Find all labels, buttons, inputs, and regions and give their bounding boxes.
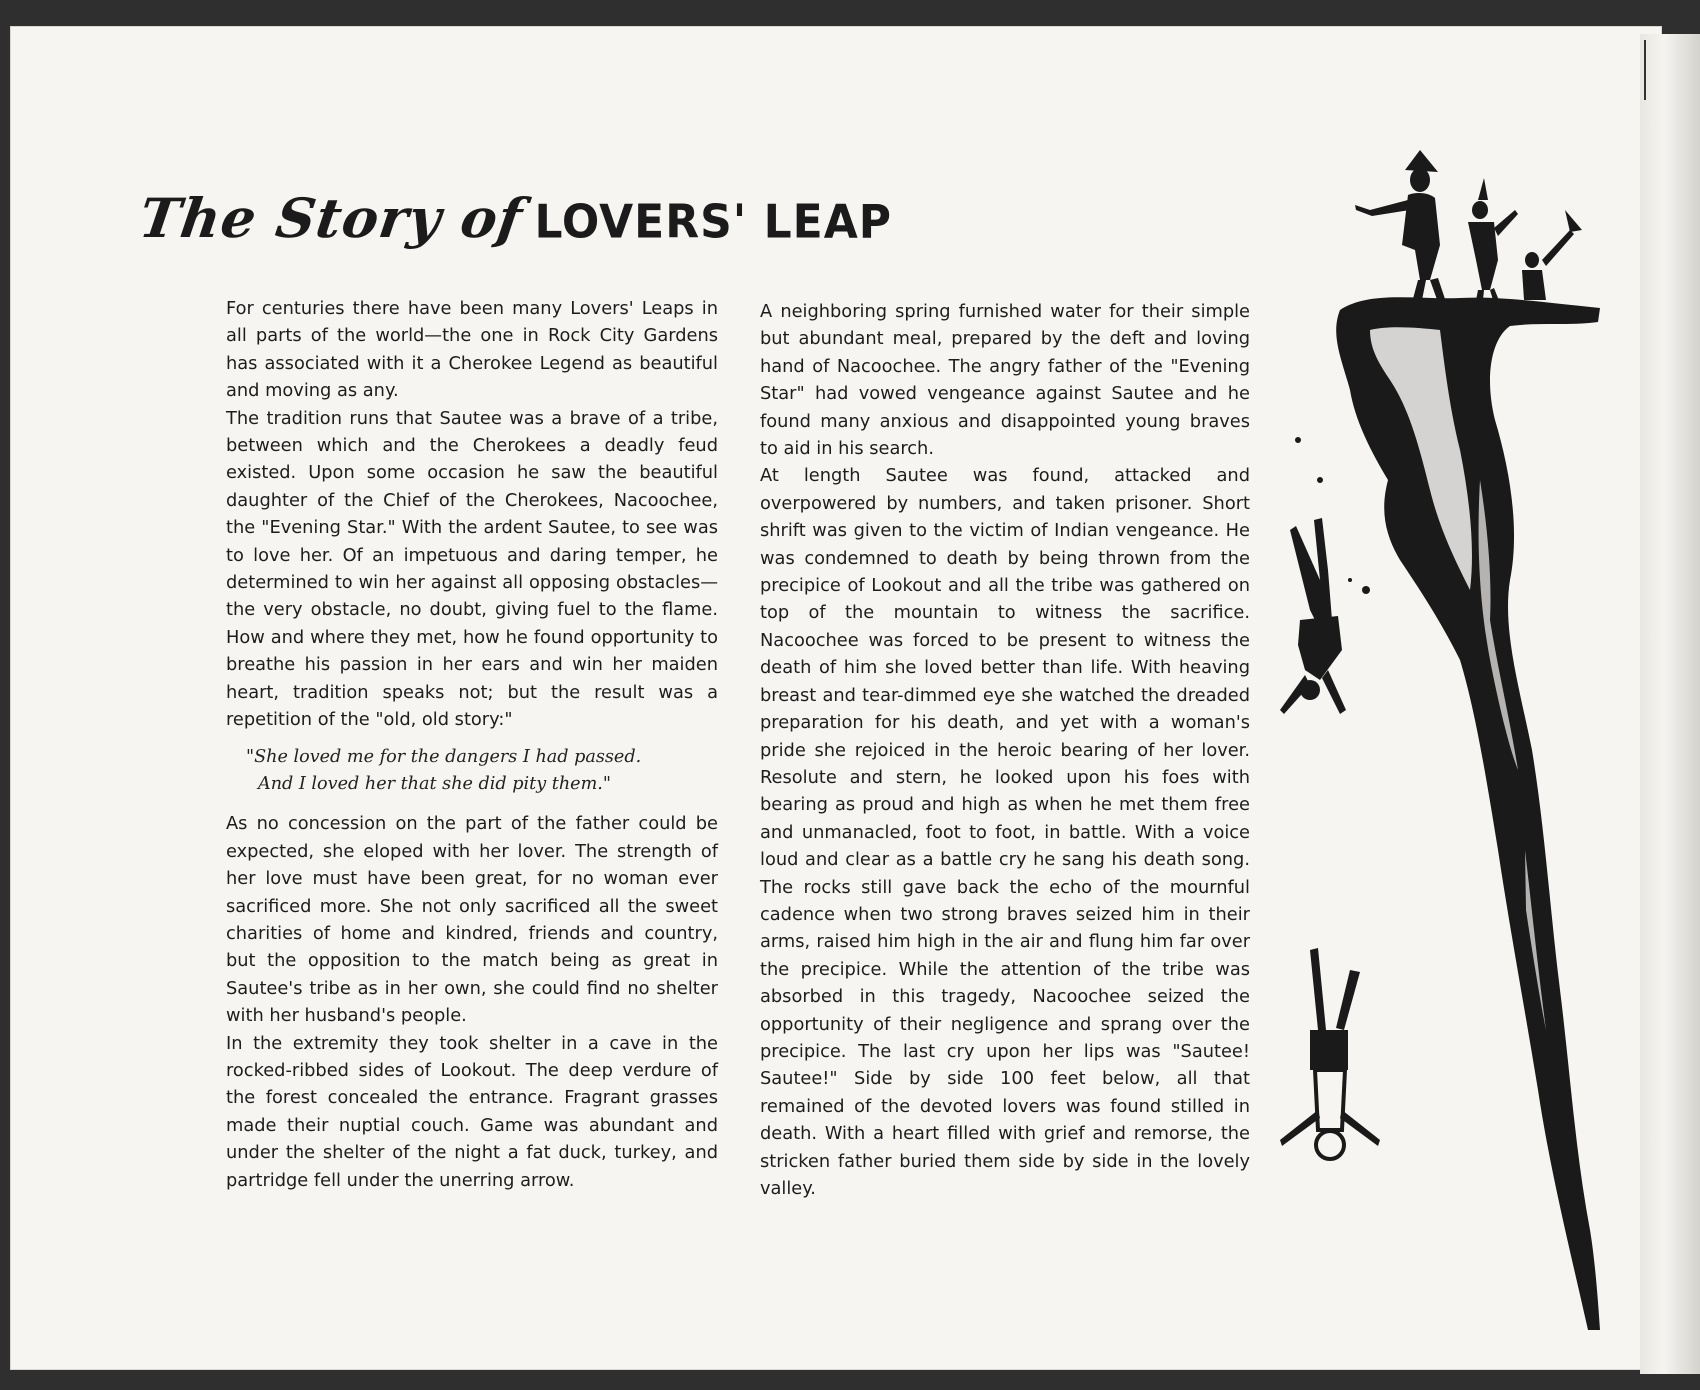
- pebble: [1362, 586, 1370, 594]
- quotation: [246, 744, 718, 799]
- paragraph: For centuries there have been many Lovers' Leaps in all parts of the world—the one in Rock City Gardens has associated with it a Cherokee Legend as beautiful and moving as any.: [226, 298, 718, 402]
- pebble: [1348, 578, 1352, 582]
- paragraph: In the extremity they took shelter in a cave in the rocked-ribbed sides of Lookout. The deep verdure of the forest concealed the entrance. Fragrant grasses made their nuptial couch. Game was abundant and under the shelter of the night a fat duck, turkey, and partridge fell under the unerring arrow.: [226, 1032, 718, 1191]
- warrior-figure: [1522, 210, 1582, 300]
- title-script: The Story of: [135, 186, 527, 250]
- pebble: [1317, 477, 1323, 483]
- cliff-illustration: [1270, 150, 1650, 1340]
- paragraph: The tradition runs that Sautee was a brave of a tribe, between which and the Cherokees a deadly feud existed. Upon some occasion he saw the beautiful daughter of the Chief of the Cherokees, Nacoochee, the "Evening Star." With the ardent Sautee, to see was to love her. Of an impetuous and daring temper, he determined to win her against all opposing obstacles—the very obstacle, no doubt, giving fuel to the flame. How and where they met, how he found opportunity to breathe his passion in her ears and win her maiden heart, tradition speaks not; but the result was a repetition of the "old, old story:": [226, 407, 718, 731]
- quote-line: And I loved her that she did pity them.": [258, 773, 611, 794]
- paragraph: As no concession on the part of the father could be expected, she eloped with her lover. The strength of her love must have been great, for no woman ever sacrificed more. She not only sacrificed all the sweet charities of home and kindred, friends and country, but the opposition to the match being as great in Sautee's tribe as in her own, she could find no shelter with her husband's people.: [226, 813, 718, 1027]
- left-column: [226, 295, 718, 1194]
- right-column: [760, 298, 1250, 1202]
- falling-figure: [1280, 948, 1380, 1159]
- cliff-rock: [1336, 297, 1600, 1330]
- standing-figure: [1355, 150, 1448, 310]
- falling-figure: [1280, 518, 1346, 714]
- pebble: [1295, 437, 1301, 443]
- quote-line: "She loved me for the dangers I had passed.: [246, 746, 642, 767]
- title-caps: LOVERS' LEAP: [534, 195, 892, 250]
- warrior-figure: [1468, 178, 1518, 310]
- page-title: [135, 186, 892, 266]
- binding-mark: [1644, 40, 1646, 100]
- paragraph: A neighboring spring furnished water for their simple but abundant meal, prepared by the deft and loving hand of Nacoochee. The angry father of the "Evening Star" had vowed vengeance against Sautee and he found many anxious and disappointed young braves to aid in his search.: [760, 301, 1250, 460]
- paragraph: At length Sautee was found, attacked and overpowered by numbers, and taken prisoner. Short shrift was given to the victim of Indian vengeance. He was condemned to death by being thrown from the precipice of Lookout and all the tribe was gathered on top of the mountain to witness the sacrifice. Nacoochee was forced to be present to witness the death of him she loved better than life. With heaving breast and tear-dimmed eye she watched the dreaded preparation for his death, and yet with a woman's pride she rejoiced in the heroic bearing of her lover. Resolute and stern, he looked upon his foes with bearing as proud and high as when he met them free and unmanacled, foot to foot, in battle. With a voice loud and clear as a battle cry he sang his death song. The rocks still gave back the echo of the mournful cadence when two strong braves seized him in their arms, raised him high in the air and flung him far over the precipice. While the attention of the tribe was absorbed in this tragedy, Nacoochee seized the opportunity of their negligence and sprang over the precipice. The last cry upon her lips was "Sautee! Sautee!" Side by side 100 feet below, all that remained of the devoted lovers was found stilled in death. With a heart filled with grief and remorse, the stricken father buried them side by side in the lovely valley.: [760, 465, 1250, 1199]
